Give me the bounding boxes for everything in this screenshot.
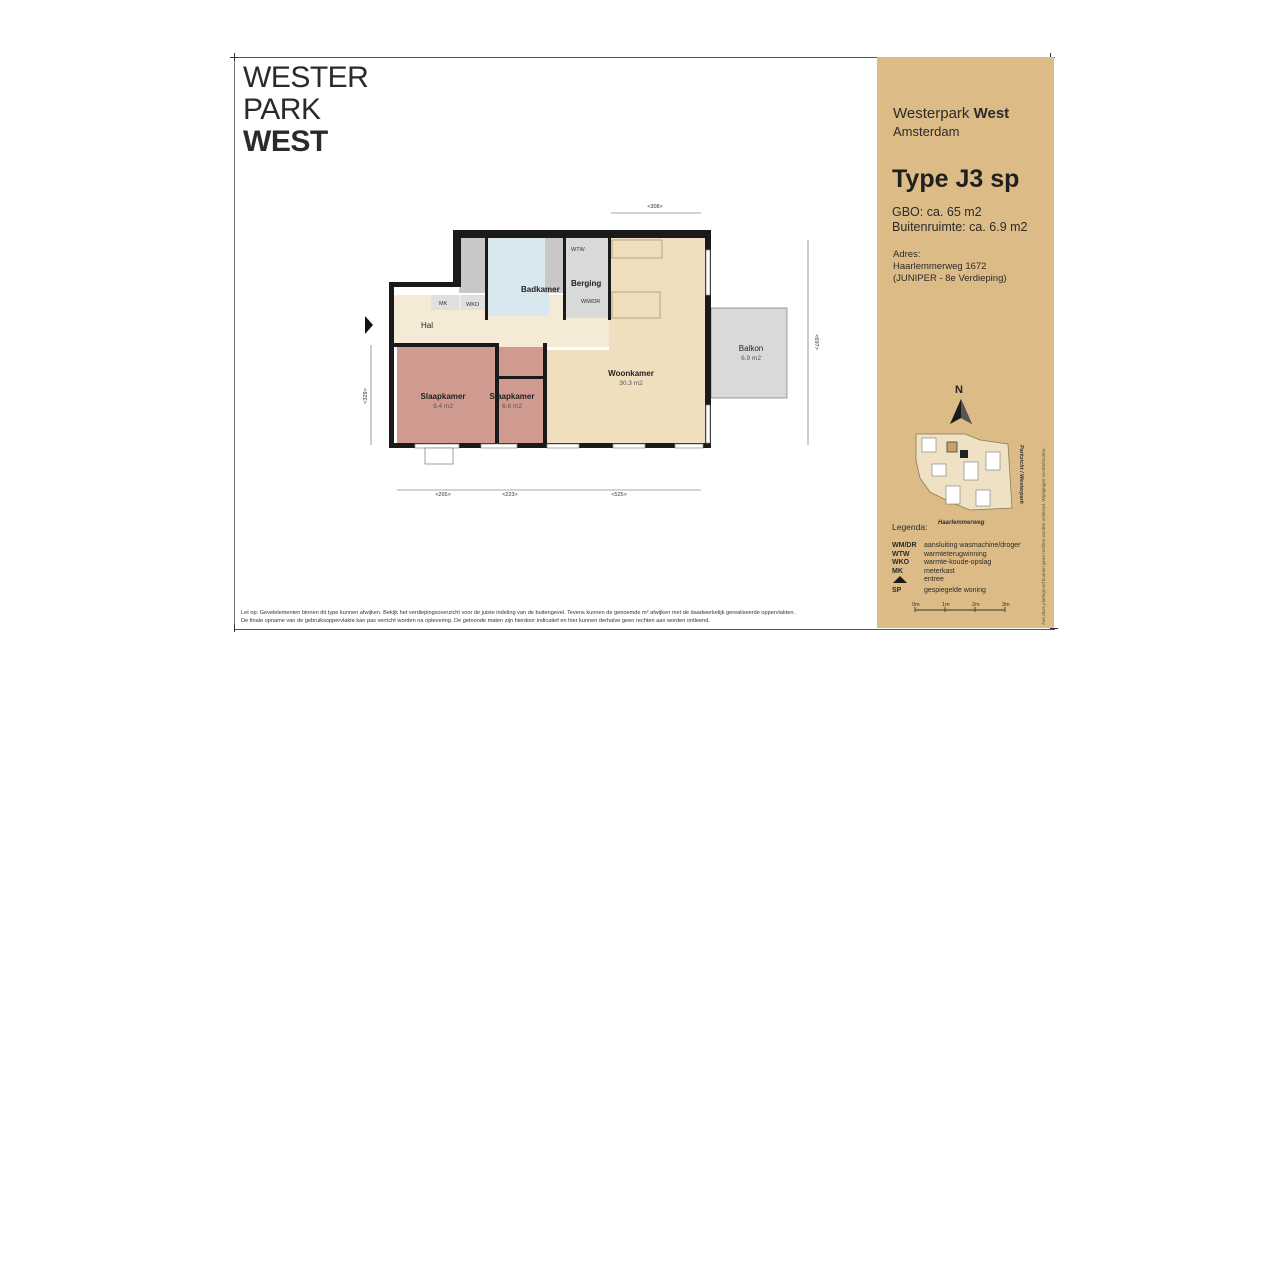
- crop-mark: [234, 53, 235, 61]
- legend-row: [892, 576, 1021, 587]
- legend-key: SP: [892, 586, 902, 594]
- room-label-badkamer: Badkamer: [521, 285, 560, 294]
- gbo-area: GBO: ca. 65 m2: [892, 205, 982, 219]
- brand-logo: [243, 62, 368, 158]
- room-area-slaapkamer-2: 6.6 m2: [502, 403, 522, 410]
- legend-key: WM/DR: [892, 542, 917, 549]
- legend-value: warmteterugwinning: [924, 550, 987, 558]
- entree-arrow-icon: [365, 316, 373, 334]
- legend: [892, 542, 1021, 596]
- room-label-berging: Berging: [571, 279, 602, 288]
- balkon-fill: [711, 308, 787, 398]
- room-label-balkon: Balkon: [738, 344, 764, 353]
- legend-row: [892, 587, 1021, 596]
- project-name: [893, 105, 1009, 122]
- french-balcony: [425, 448, 453, 464]
- legend-row: [892, 542, 1021, 551]
- woonkamer-fill-lower: [545, 350, 613, 445]
- scale-bar: [908, 598, 1018, 616]
- label-wtw: WTW: [571, 247, 585, 253]
- label-mk: MK: [439, 301, 448, 307]
- address-label: Adres:: [893, 249, 921, 260]
- legend-value: warmte-koude-opslag: [924, 559, 992, 567]
- address-line-2: (JUNIPER - 8e Verdieping): [893, 273, 1007, 284]
- dimension-bottom-2: <223>: [502, 492, 518, 498]
- legend-value: meterkast: [924, 567, 955, 575]
- legend-value: entree: [924, 576, 944, 584]
- room-label-slaapkamer-2: Slaapkamer: [489, 392, 535, 401]
- map-label-side: Parkzicht / Westerpark: [1018, 445, 1024, 504]
- kitchen-island: [612, 292, 660, 318]
- scale-label: 0m: [912, 602, 920, 608]
- legend-key: WTW: [892, 550, 910, 558]
- site-key-map: [910, 430, 1030, 530]
- legend-value: aansluiting wasmachine/droger: [924, 542, 1021, 549]
- dimension-left: <329>: [363, 388, 369, 404]
- logo-line-3: WEST: [243, 125, 328, 158]
- scale-label: 3m: [1002, 602, 1010, 608]
- shaft-fill: [459, 238, 487, 293]
- legend-title: Legenda:: [892, 522, 928, 532]
- project-name-bold: West: [973, 105, 1010, 122]
- legend-row: [892, 551, 1021, 560]
- label-wko: WKO: [466, 302, 480, 308]
- room-area-slaapkamer-1: 9.4 m2: [433, 403, 453, 410]
- disclaimer-line-1: Let op: Gevelelementen binnen dit type kunnen afwijken. Bekijk het verdiepingsoverzicht voor de juiste indeling van de buitengevel. Tevens kunnen de genoemde m² afwijken met de daadwerkelijk gerealiseerde oppervlakten.: [241, 610, 796, 616]
- disclaimer-line-2: De finale opname van de gebruiksoppervlakte kan pas verricht worden na oplevering. De getoonde maten zijn hierdoor indicatief en hier kunnen derhalve geen rechten aan worden ontleend.: [241, 617, 710, 624]
- slaapkamer-2-fill-a: [479, 378, 547, 445]
- logo-line-2: PARK: [243, 93, 321, 126]
- badkamer-fill: [487, 238, 549, 316]
- room-area-woonkamer: 30.3 m2: [619, 380, 643, 387]
- room-label-woonkamer: Woonkamer: [608, 369, 654, 378]
- north-arrow-icon: [948, 398, 974, 426]
- room-label-slaapkamer-1: Slaapkamer: [420, 392, 466, 401]
- kitchen-counter: [612, 240, 662, 258]
- address-line-1: Haarlemmerweg 1672: [893, 261, 987, 272]
- floor-plan: [355, 200, 819, 500]
- logo-line-1: WESTER: [243, 61, 369, 94]
- dimension-right: <697>: [813, 334, 819, 350]
- side-note: Aan deze plattegrond kunnen geen rechten worden ontleend. Wijzigingen voorbehouden.: [1041, 447, 1046, 625]
- room-area-balkon: 6.9 m2: [741, 355, 761, 362]
- legend-key: [892, 576, 924, 587]
- crop-mark: [234, 624, 235, 632]
- legend-row: [892, 559, 1021, 568]
- map-label-bottom: Haarlemmerweg: [938, 520, 985, 526]
- unit-type-title: Type J3 sp: [892, 165, 1020, 193]
- legend-row: [892, 568, 1021, 577]
- north-label: N: [955, 384, 963, 396]
- crop-mark: [1050, 628, 1058, 629]
- outdoor-area: Buitenruimte: ca. 6.9 m2: [892, 220, 1028, 234]
- room-label-hal: Hal: [421, 321, 434, 330]
- woonkamer-fill: [609, 237, 709, 445]
- scale-label: 1m: [942, 602, 950, 608]
- entree-triangle-icon: [892, 576, 908, 583]
- label-wmdr: WM/DR: [581, 299, 601, 305]
- dimension-top: <308>: [647, 204, 663, 210]
- legend-key: WKO: [892, 559, 910, 567]
- dimension-bottom-1: <265>: [435, 492, 451, 498]
- legend-value: gespiegelde woning: [924, 586, 986, 594]
- project-city: Amsterdam: [893, 124, 960, 139]
- scale-label: 2m: [972, 602, 980, 608]
- project-name-prefix: Westerpark: [893, 105, 974, 122]
- dimension-bottom-3: <525>: [611, 492, 627, 498]
- disclaimer: [241, 610, 795, 625]
- legend-key: MK: [892, 567, 903, 575]
